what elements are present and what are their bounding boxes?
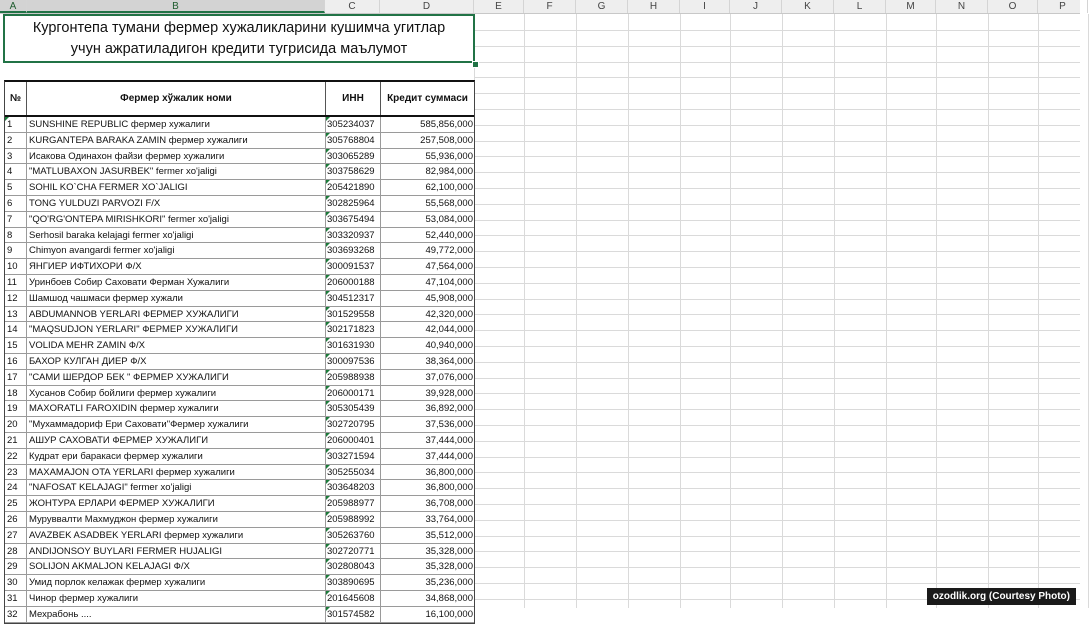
gridline-horizontal (475, 188, 1080, 189)
table-row (5, 117, 474, 133)
table-row (5, 591, 474, 607)
row-number[interactable]: 18 (5, 386, 27, 401)
gridline-horizontal (475, 330, 1080, 331)
row-number[interactable]: 12 (5, 291, 27, 306)
farm-name[interactable]: Муруввалти Махмуджон фермер хужалиги (27, 512, 326, 527)
header-credit-sum[interactable]: Кредит суммаси (387, 93, 468, 104)
row-number[interactable]: 10 (5, 259, 27, 274)
farm-name[interactable]: "QO'RG'ONTEPA MIRISHKORI" fermer xo'jaligi (27, 212, 326, 227)
column-header-a[interactable]: A (0, 0, 27, 13)
gridline-vertical (886, 14, 887, 608)
gridline-horizontal (475, 567, 1080, 568)
table-row (5, 512, 474, 528)
farm-name[interactable]: MAXORATLI FAROXIDIN фермер хужалиги (27, 401, 326, 416)
credit-amount[interactable]: 16,100,000 (425, 608, 473, 620)
inn-value[interactable]: 206000171 (326, 386, 381, 401)
gridline-horizontal (475, 251, 1080, 252)
gridline-horizontal (475, 172, 1080, 173)
inn-value[interactable]: 205988992 (326, 512, 381, 527)
table-row (5, 338, 474, 354)
inn-value[interactable]: 303271594 (326, 449, 381, 464)
credit-amount[interactable]: 42,044,000 (425, 324, 473, 336)
gridline-horizontal (475, 30, 1080, 31)
inn-value[interactable]: 205421890 (326, 180, 381, 195)
gridline-horizontal (475, 583, 1080, 584)
inn-value[interactable]: 305768804 (326, 133, 381, 148)
gridline-horizontal (475, 267, 1080, 268)
credit-amount[interactable]: 36,800,000 (425, 466, 473, 478)
gridline-horizontal (475, 536, 1080, 537)
column-header-c[interactable]: C (325, 0, 380, 13)
column-header-i[interactable]: I (680, 0, 730, 13)
gridline-horizontal (475, 504, 1080, 505)
row-number[interactable]: 24 (5, 480, 27, 495)
column-header-g[interactable]: G (576, 0, 628, 13)
table-row (5, 386, 474, 402)
row-number[interactable]: 30 (5, 575, 27, 590)
inn-value[interactable]: 300097536 (326, 354, 381, 369)
farm-name[interactable]: KURGANTEPA BARAKA ZAMIN фермер хужалиги (27, 133, 326, 148)
credit-amount[interactable]: 52,440,000 (425, 229, 473, 241)
gridline-vertical (730, 14, 731, 608)
gridline-vertical (680, 14, 681, 608)
row-number[interactable]: 19 (5, 401, 27, 416)
inn-value[interactable]: 303648203 (326, 480, 381, 495)
column-header-p[interactable]: P (1038, 0, 1088, 13)
gridline-horizontal (475, 220, 1080, 221)
credit-amount[interactable]: 53,084,000 (425, 213, 473, 225)
table-row (5, 559, 474, 575)
gridline-horizontal (475, 93, 1080, 94)
gridline-horizontal (475, 488, 1080, 489)
farm-name[interactable]: TONG YULDUZI PARVOZI F/X (27, 196, 326, 211)
inn-value[interactable]: 301574582 (326, 607, 381, 622)
credit-amount[interactable]: 37,444,000 (425, 434, 473, 446)
row-number[interactable]: 6 (5, 196, 27, 211)
row-number[interactable]: 20 (5, 417, 27, 432)
table-row (5, 196, 474, 212)
inn-value[interactable]: 303320937 (326, 228, 381, 243)
credit-amount[interactable]: 37,076,000 (425, 371, 473, 383)
credit-amount[interactable]: 42,320,000 (425, 308, 473, 320)
column-header-m[interactable]: M (886, 0, 936, 13)
inn-value[interactable]: 300091537 (326, 259, 381, 274)
row-number[interactable]: 28 (5, 544, 27, 559)
table-row (5, 164, 474, 180)
inn-value[interactable]: 305234037 (326, 117, 381, 132)
column-header-e[interactable]: E (474, 0, 524, 13)
table-row (5, 528, 474, 544)
gridline-horizontal (475, 441, 1080, 442)
row-number[interactable]: 1 (5, 117, 27, 132)
gridline-vertical (834, 14, 835, 608)
farm-name[interactable]: VOLIDA MEHR ZAMIN Ф/Х (27, 338, 326, 353)
farm-name[interactable]: "Мухаммадориф Ери Саховати"Фермер хужалиги (27, 417, 326, 432)
farm-name[interactable]: БАХОР КУЛГАН ДИЕР Ф/Х (27, 354, 326, 369)
farm-name[interactable]: AVAZBEK ASADBEK YERLARI фермер хужалиги (27, 528, 326, 543)
inn-value[interactable]: 301529558 (326, 307, 381, 322)
table-row (5, 291, 474, 307)
credit-amount[interactable]: 55,568,000 (425, 197, 473, 209)
title-cell[interactable] (3, 14, 475, 63)
table-row (5, 433, 474, 449)
farm-name[interactable]: "САМИ ШЕРДОР БЕК " ФЕРМЕР ХУЖАЛИГИ (27, 370, 326, 385)
row-number[interactable]: 25 (5, 496, 27, 511)
row-number[interactable]: 5 (5, 180, 27, 195)
row-number[interactable]: 2 (5, 133, 27, 148)
table-row (5, 243, 474, 259)
table-row (5, 275, 474, 291)
table-row (5, 149, 474, 165)
farm-name[interactable]: ANDIJONSOY BUYLARI FERMER HUJALIGI (27, 544, 326, 559)
inn-value[interactable]: 305263760 (326, 528, 381, 543)
farm-name[interactable]: Умид порлок келажак фермер хужалиги (27, 575, 326, 590)
row-number[interactable]: 14 (5, 322, 27, 337)
fill-handle[interactable] (472, 61, 479, 68)
inn-value[interactable]: 303065289 (326, 149, 381, 164)
table-row (5, 180, 474, 196)
farm-name[interactable]: Шамшод чашмаси фермер хужали (27, 291, 326, 306)
row-number[interactable]: 27 (5, 528, 27, 543)
gridline-vertical (988, 14, 989, 608)
gridline-horizontal (475, 378, 1080, 379)
credit-amount[interactable]: 62,100,000 (425, 182, 473, 194)
row-number[interactable]: 11 (5, 275, 27, 290)
column-header-d[interactable]: D (380, 0, 474, 13)
table-row (5, 322, 474, 338)
gridline-vertical (524, 14, 525, 608)
inn-value[interactable]: 302720771 (326, 544, 381, 559)
table-row (5, 228, 474, 244)
gridline-horizontal (475, 314, 1080, 315)
credit-amount[interactable]: 585,856,000 (420, 119, 473, 130)
credit-amount[interactable]: 37,444,000 (425, 450, 473, 462)
credit-amount[interactable]: 35,236,000 (425, 577, 473, 589)
row-number[interactable]: 7 (5, 212, 27, 227)
gridline-vertical (782, 14, 783, 608)
gridline-horizontal (475, 457, 1080, 458)
table-body (5, 117, 474, 623)
table-row (5, 480, 474, 496)
column-header-bar (0, 0, 1080, 14)
table-row (5, 401, 474, 417)
inn-value[interactable]: 205988977 (326, 496, 381, 511)
row-number[interactable]: 22 (5, 449, 27, 464)
inn-value[interactable]: 206000401 (326, 433, 381, 448)
table-row (5, 449, 474, 465)
farm-name[interactable]: Кудрат ери баракаси фермер хужалиги (27, 449, 326, 464)
gridline-horizontal (475, 62, 1080, 63)
farm-name[interactable]: "MATLUBAXON JASURBEK" fermer xo'jaligi (27, 164, 326, 179)
inn-value[interactable]: 302808043 (326, 559, 381, 574)
gridline-horizontal (475, 235, 1080, 236)
inn-value[interactable]: 303675494 (326, 212, 381, 227)
table-row (5, 370, 474, 386)
sheet-title: Кургонтепа тумани фермер хужаликларини кушимча угитлар учун ажратиладигон кредити тугрисида маълумот (32, 19, 446, 57)
header-inn[interactable]: ИНН (326, 82, 381, 115)
gridline-horizontal (475, 109, 1080, 110)
row-number[interactable]: 4 (5, 164, 27, 179)
credit-amount[interactable]: 55,936,000 (425, 150, 473, 162)
row-number[interactable]: 3 (5, 149, 27, 164)
table-row (5, 417, 474, 433)
gridline-horizontal (475, 156, 1080, 157)
farm-name[interactable]: АШУР САХОВАТИ ФЕРМЕР ХУЖАЛИГИ (27, 433, 326, 448)
farm-name[interactable]: Хусанов Собир бойлиги фермер хужалиги (27, 386, 326, 401)
inn-value[interactable]: 302720795 (326, 417, 381, 432)
header-farm-name[interactable]: Фермер хўжалик номи (27, 82, 326, 115)
table-row (5, 307, 474, 323)
gridline-horizontal (475, 141, 1080, 142)
credit-amount[interactable]: 257,508,000 (420, 134, 473, 146)
table-row (5, 133, 474, 149)
gridline-vertical (936, 14, 937, 608)
credit-amount[interactable]: 45,908,000 (425, 292, 473, 304)
farm-name[interactable]: SOHIL KO`CHA FERMER XO`JALIGI (27, 180, 326, 195)
row-number[interactable]: 15 (5, 338, 27, 353)
credit-table (4, 80, 475, 624)
credit-amount[interactable]: 47,564,000 (425, 261, 473, 273)
credit-amount[interactable]: 35,512,000 (425, 529, 473, 541)
row-number[interactable]: 23 (5, 465, 27, 480)
farm-name[interactable]: Уринбоев Собир Саховати Ферман Хужалиги (27, 275, 326, 290)
credit-amount[interactable]: 34,868,000 (425, 592, 473, 604)
row-number[interactable]: 17 (5, 370, 27, 385)
gridline-horizontal (475, 362, 1080, 363)
table-header-row (5, 82, 474, 117)
farm-name[interactable]: Чинор фермер хужалиги (27, 591, 326, 606)
row-number[interactable]: 32 (5, 607, 27, 622)
gridline-horizontal (475, 283, 1080, 284)
row-number[interactable]: 31 (5, 591, 27, 606)
column-header-b[interactable]: B (27, 0, 325, 13)
gridline-horizontal (475, 204, 1080, 205)
row-number[interactable]: 21 (5, 433, 27, 448)
credit-amount[interactable]: 36,892,000 (425, 403, 473, 415)
table-row (5, 607, 474, 623)
inn-value[interactable]: 305255034 (326, 465, 381, 480)
row-number[interactable]: 13 (5, 307, 27, 322)
gridline-vertical (1038, 14, 1039, 608)
credit-amount[interactable]: 35,328,000 (425, 545, 473, 557)
column-header-f[interactable]: F (524, 0, 576, 13)
gridline-horizontal (475, 299, 1080, 300)
table-row (5, 354, 474, 370)
table-row (5, 465, 474, 481)
credit-amount[interactable]: 36,800,000 (425, 482, 473, 494)
farm-name[interactable]: Serhosil baraka kelajagi fermer xo'jaligi (27, 228, 326, 243)
credit-amount[interactable]: 47,104,000 (425, 276, 473, 288)
inn-value[interactable]: 302825964 (326, 196, 381, 211)
column-header-h[interactable]: H (628, 0, 680, 13)
column-header-o[interactable]: O (988, 0, 1038, 13)
inn-value[interactable]: 303890695 (326, 575, 381, 590)
gridline-horizontal (475, 409, 1080, 410)
row-number[interactable]: 9 (5, 243, 27, 258)
header-number[interactable]: № (5, 82, 27, 115)
farm-name[interactable]: MAXAMAJON OTA YERLARI фермер хужалиги (27, 465, 326, 480)
row-number[interactable]: 8 (5, 228, 27, 243)
farm-name[interactable]: Исакова Одинахон файзи фермер хужалиги (27, 149, 326, 164)
gridline-vertical (576, 14, 577, 608)
inn-value[interactable]: 303693268 (326, 243, 381, 258)
gridline-horizontal (475, 77, 1080, 78)
row-number[interactable]: 29 (5, 559, 27, 574)
gridline-horizontal (475, 393, 1080, 394)
table-row (5, 496, 474, 512)
farm-name[interactable]: Мехрабонь .... (27, 607, 326, 622)
gridline-horizontal (475, 472, 1080, 473)
farm-name[interactable]: "NAFOSAT KELAJAGI" fermer xo'jaligi (27, 480, 326, 495)
inn-value[interactable]: 304512317 (326, 291, 381, 306)
table-row (5, 544, 474, 560)
table-row (5, 575, 474, 591)
credit-amount[interactable]: 39,928,000 (425, 387, 473, 399)
gridline-horizontal (475, 125, 1080, 126)
inn-value[interactable]: 303758629 (326, 164, 381, 179)
credit-amount[interactable]: 38,364,000 (425, 355, 473, 367)
watermark: ozodlik.org (Courtesy Photo) (927, 588, 1076, 605)
row-number[interactable]: 16 (5, 354, 27, 369)
credit-amount[interactable]: 40,940,000 (425, 340, 473, 352)
gridline-horizontal (475, 425, 1080, 426)
gridline-horizontal (475, 551, 1080, 552)
credit-amount[interactable]: 49,772,000 (425, 245, 473, 257)
column-header-n[interactable]: N (936, 0, 988, 13)
credit-amount[interactable]: 82,984,000 (425, 166, 473, 178)
farm-name[interactable]: ЯНГИЕР ИФТИХОРИ Ф/Х (27, 259, 326, 274)
inn-value[interactable]: 206000188 (326, 275, 381, 290)
farm-name[interactable]: ABDUMANNOB YERLARI ФЕРМЕР ХУЖАЛИГИ (27, 307, 326, 322)
inn-value[interactable]: 201645608 (326, 591, 381, 606)
gridline-vertical (628, 14, 629, 608)
farm-name[interactable]: ЖОНТУРА ЕРЛАРИ ФЕРМЕР ХУЖАЛИГИ (27, 496, 326, 511)
gridline-horizontal (475, 520, 1080, 521)
farm-name[interactable]: SOLIJON AKMALJON KELAJAGI Ф/Х (27, 559, 326, 574)
farm-name[interactable]: Chimyon avangardi fermer xo'jaligi (27, 243, 326, 258)
farm-name[interactable]: SUNSHINE REPUBLIC фермер хужалиги (27, 117, 326, 132)
credit-amount[interactable]: 37,536,000 (425, 419, 473, 431)
table-row (5, 259, 474, 275)
table-row (5, 212, 474, 228)
gridline-horizontal (475, 46, 1080, 47)
farm-name[interactable]: "MAQSUDJON YERLARI" ФЕРМЕР ХУЖАЛИГИ (27, 322, 326, 337)
inn-value[interactable]: 301631930 (326, 338, 381, 353)
gridline-horizontal (475, 346, 1080, 347)
inn-value[interactable]: 205988938 (326, 370, 381, 385)
credit-amount[interactable]: 36,708,000 (425, 498, 473, 510)
inn-value[interactable]: 305305439 (326, 401, 381, 416)
credit-amount[interactable]: 35,328,000 (425, 561, 473, 573)
column-header-l[interactable]: L (834, 0, 886, 13)
column-header-j[interactable]: J (730, 0, 782, 13)
credit-amount[interactable]: 33,764,000 (425, 513, 473, 525)
column-header-k[interactable]: K (782, 0, 834, 13)
row-number[interactable]: 26 (5, 512, 27, 527)
inn-value[interactable]: 302171823 (326, 322, 381, 337)
